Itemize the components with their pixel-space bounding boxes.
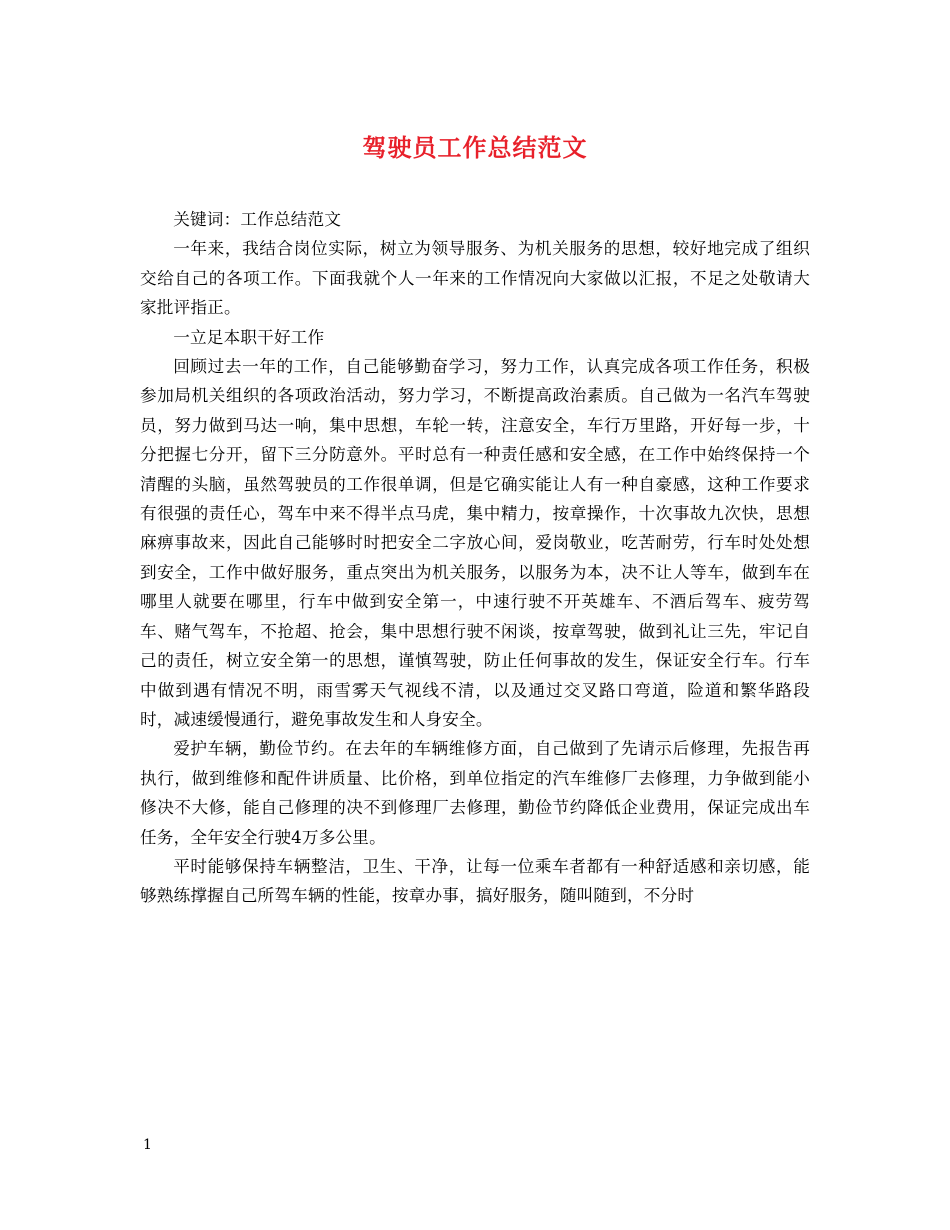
document-title: 驾驶员工作总结范文: [362, 133, 588, 162]
paragraph-cleanliness: 平时能够保持车辆整洁，卫生、干净，让每一位乘车者都有一种舒适感和亲切感，能够熟练撑握自己所驾车辆的性能，按章办事，搞好服务，随叫随到，不分时: [140, 856, 810, 906]
paragraph-vehicle-care: 爱护车辆，勤俭节约。在去年的车辆维修方面，自己做到了先请示后修理，先报告再执行，做到维修和配件讲质量、比价格，到单位指定的汽车维修厂去修理，力争做到能小修决不大修，能自己修理的决不到修理厂去修理，勤俭节约降低企业费用，保证完成出车任务，全年安全行驶4万多公里。: [140, 739, 810, 847]
paragraph-work-review: 回顾过去一年的工作，自己能够勤奋学习，努力工作，认真完成各项工作任务，积极参加局机关组织的各项政治活动，努力学习，不断提高政治素质。自己做为一名汽车驾驶员，努力做到马达一响，集中思想，车轮一转，注意安全，车行万里路，开好每一步，十分把握七分开，留下三分防意外。平时总有一种责任感和安全感，在工作中始终保持一个清醒的头脑，虽然驾驶员的工作很单调，但是它确实能让人有一种自豪感，这种工作要求有很强的责任心，驾车中来不得半点马虎，集中精力，按章操作，十次事故九次快，思想麻痹事故来，因此自己能够时时把安全二字放心间，爱岗敬业，吃苦耐劳，行车时处处想到安全，工作中做好服务，重点突出为机关服务，以服务为本，决不让人等车，做到车在哪里人就要在哪里，行车中做到安全第一，中速行驶不开英雄车、不酒后驾车、疲劳驾车、赌气驾车，不抢超、抢会，集中思想行驶不闲谈，按章驾驶，做到礼让三先，牢记自己的责任，树立安全第一的思想，谨慎驾驶，防止任何事故的发生，保证安全行车。行车中做到遇有情况不明，雨雪雾天气视线不清，以及通过交叉路口弯道，险道和繁华路段时，减速缓慢通行，避免事故发生和人身安全。: [140, 357, 810, 729]
page-number: 1: [143, 1137, 152, 1153]
paragraph-intro: 一年来，我结合岗位实际，树立为领导服务、为机关服务的思想，较好地完成了组织交给自己的各项工作。下面我就个人一年来的工作情况向大家做以汇报，不足之处敬请大家批评指正。: [140, 239, 810, 318]
document-body: [140, 205, 810, 911]
keywords-line: 关键词：工作总结范文: [173, 210, 342, 229]
section-heading: 一立足本职干好工作: [173, 327, 325, 347]
